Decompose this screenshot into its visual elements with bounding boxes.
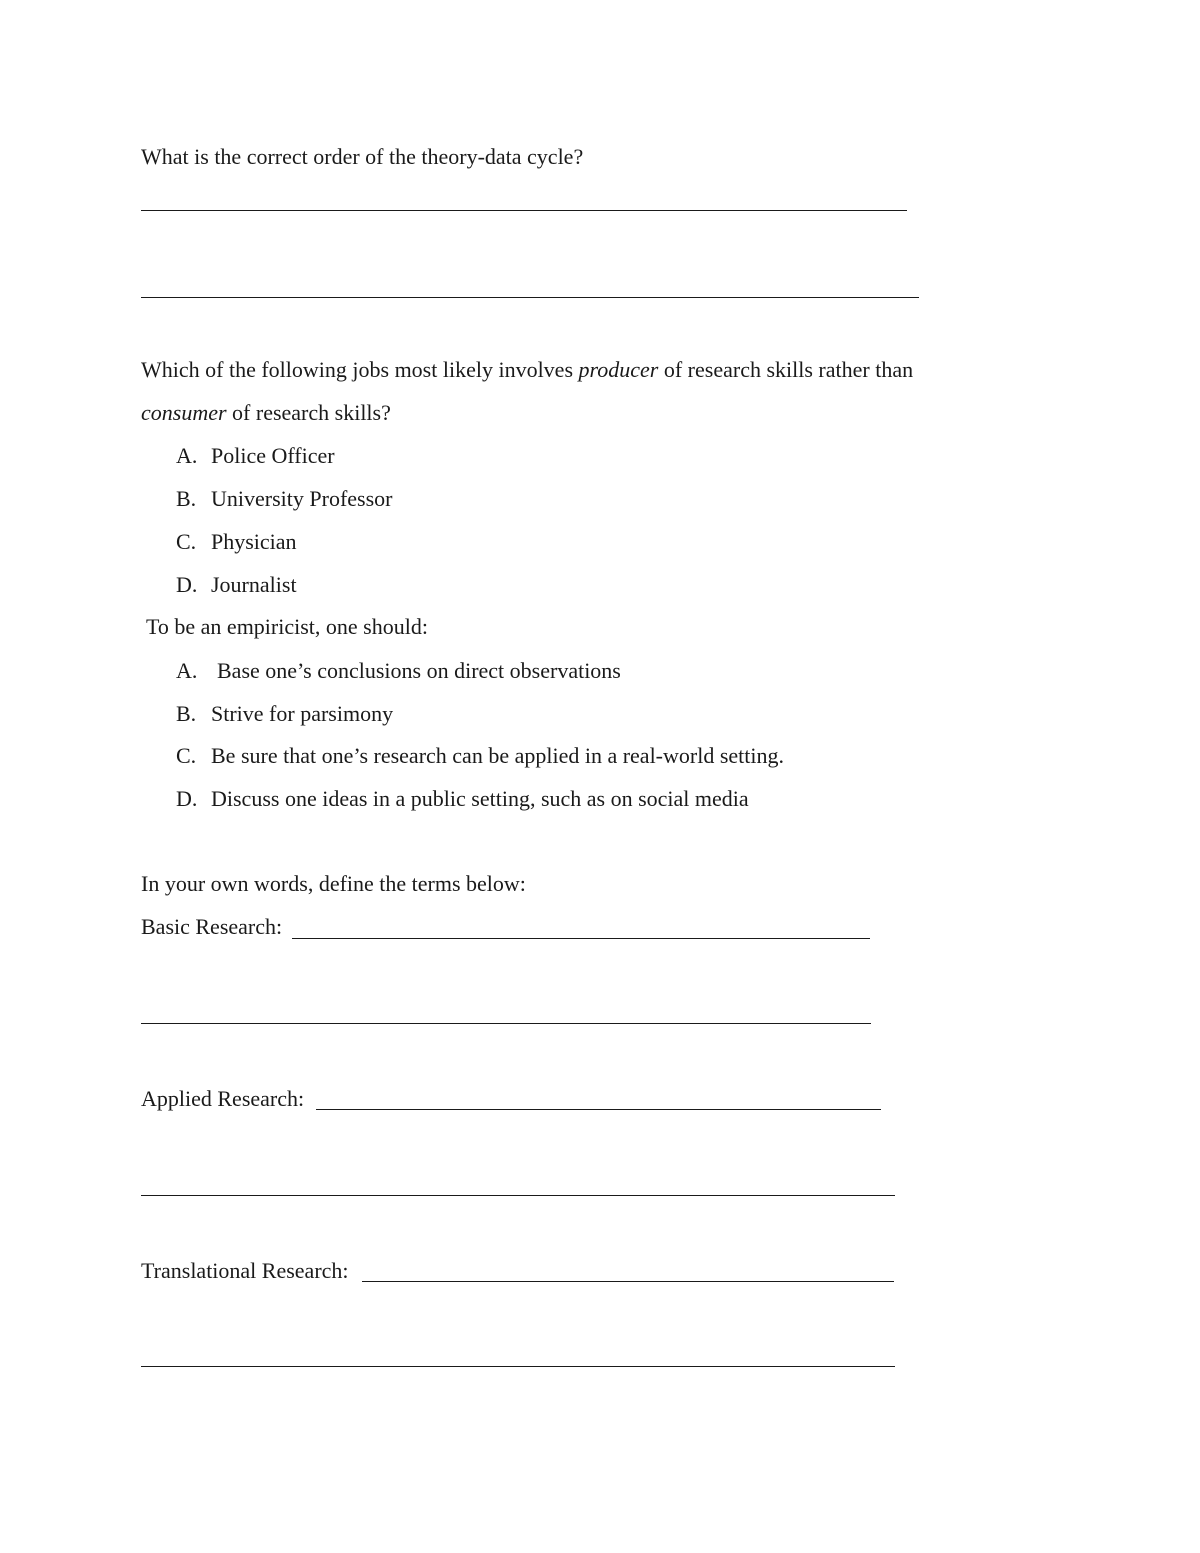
option-text: Base one’s conclusions on direct observations	[217, 658, 621, 683]
applied-research-answer-line-2[interactable]	[141, 1195, 895, 1196]
basic-research-answer-line-1[interactable]	[292, 938, 870, 939]
option-letter: B.	[176, 701, 197, 726]
q1-answer-line-2[interactable]	[141, 297, 919, 298]
applied-research-label: Applied Research:	[141, 1086, 305, 1111]
translational-research-label: Translational Research:	[141, 1258, 349, 1283]
q2-question-line-1	[141, 357, 913, 383]
option-letter: D.	[176, 786, 198, 811]
q2-text-part1: Which of the following jobs most likely involves	[141, 357, 579, 382]
option-text: University Professor	[211, 486, 393, 511]
option-letter: A.	[176, 658, 198, 683]
basic-research-label: Basic Research:	[141, 914, 283, 939]
q4-instruction: In your own words, define the terms below:	[141, 871, 526, 896]
q1-question: What is the correct order of the theory-data cycle?	[141, 144, 584, 169]
option-text: Journalist	[211, 572, 297, 597]
option-letter: C.	[176, 529, 197, 554]
option-text: Be sure that one’s research can be applied in a real-world setting.	[211, 743, 784, 768]
translational-research-answer-line-2[interactable]	[141, 1366, 895, 1367]
option-text: Police Officer	[211, 443, 335, 468]
option-text: Strive for parsimony	[211, 701, 394, 726]
option-text: Physician	[211, 529, 297, 554]
q2-text-part3: of research skills?	[226, 400, 391, 425]
option-letter: C.	[176, 743, 197, 768]
option-letter: D.	[176, 572, 198, 597]
option-text: Discuss one ideas in a public setting, such as on social media	[211, 786, 749, 811]
q2-question-line-2	[141, 400, 391, 426]
q3-question: To be an empiricist, one should:	[146, 614, 428, 639]
q2-emph-producer: producer	[578, 357, 659, 382]
q2-emph-consumer: consumer	[141, 400, 227, 425]
q2-text-part2: of research skills rather than	[658, 357, 914, 382]
option-letter: B.	[176, 486, 197, 511]
q1-answer-line-1[interactable]	[141, 210, 907, 211]
translational-research-answer-line-1[interactable]	[362, 1281, 894, 1282]
applied-research-answer-line-1[interactable]	[316, 1109, 881, 1110]
option-letter: A.	[176, 443, 198, 468]
basic-research-answer-line-2[interactable]	[141, 1023, 871, 1024]
